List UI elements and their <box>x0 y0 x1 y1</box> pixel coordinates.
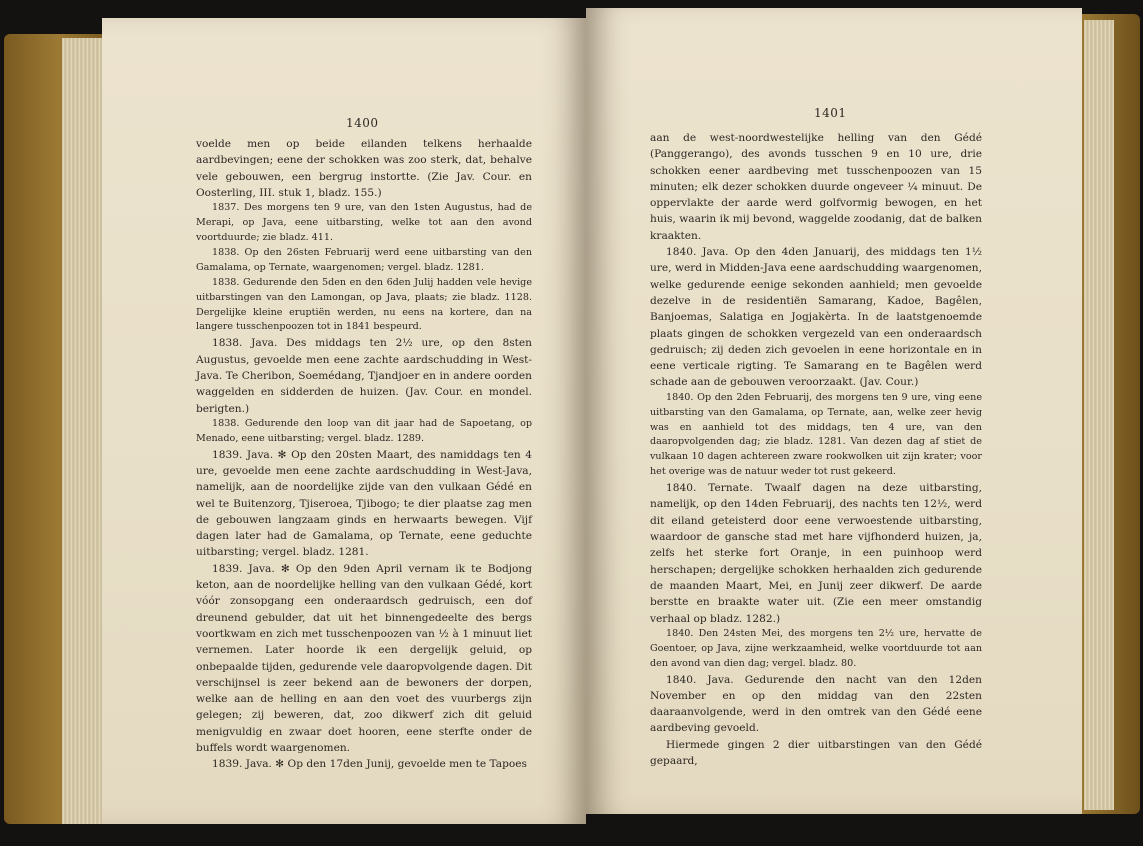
left-page-edges <box>62 38 106 824</box>
paragraph: 1839. Java. ✻ Op den 17den Junij, gevoelde men te Tapoes <box>212 758 527 771</box>
left-page-text <box>196 136 532 773</box>
right-page-text <box>650 130 982 769</box>
paragraph: 1840. Op den 2den Februarij, des morgens ten 9 ure, ving eene uitbarsting van den Gamalama, op Ternate, aan, welke zeer hevig was en aanhield tot des middags, ten 4 ure, van den daaropvolgenden dag; zie bladz. 1281. Van dezen dag af stiet de vulkaan 10 dagen achtereen zware rookwolken uit zijn krater; voor het overige was de natuur weder tot rust gekeerd. <box>650 391 982 478</box>
paragraph: 1840. Den 24sten Mei, des morgens ten 2½ ure, hervatte de Goentoer, op Java, zijne werkzaamheid, welke voortduurde tot aan den avond van dien dag; vergel. bladz. 80. <box>650 627 982 669</box>
paragraph: aan de west-noordwestelijke helling van den Gédé (Panggerango), des avonds tusschen 9 en 10 ure, drie schokken eener aardbeving met tusschenpoozen van 15 minuten; elk dezer schokken duurde ongeveer ¼ minuut. De oppervlakte der aarde werd golfvormig bewogen, en het huis, waarin ik mij bevond, waggelde zoodanig, dat de balken kraakten. <box>650 132 982 242</box>
paragraph: 1838. Java. Des middags ten 2½ ure, op den 8sten Augustus, gevoelde men eene zachte aardschudding in West-Java. Te Cheribon, Soemédang, Tjandjoer en in andere oorden waggelden en sidderden de huizen. (Jav. Cour. en mondel. berigten.) <box>196 337 532 415</box>
paragraph: 1839. Java. ✻ Op den 20sten Maart, des namiddags ten 4 ure, gevoelde men eene zachte aardschudding in West-Java, namelijk, aan de noordelijke zijde van den vulkaan Gédé en wel te Buitenzorg, Tjiseroea, Tjibogo; te dier plaatse zag men de gebouwen langzaam ginds en herwaarts bewegen. Vijf dagen later had de Gamalama, op Ternate, eene geduchte uitbarsting; vergel. bladz. 1281. <box>196 448 532 559</box>
paragraph: Hiermede gingen 2 dier uitbarstingen van den Gédé gepaard, <box>650 738 982 768</box>
paragraph: 1837. Des morgens ten 9 ure, van den 1sten Augustus, had de Merapi, op Java, eene uitbarsting, welke tot aan den avond voortduurde; zie bladz. 411. <box>196 202 532 243</box>
paragraph: voelde men op beide eilanden telkens herhaalde aardbevingen; eene der schokken was zoo sterk, dat, behalve vele gebouwen, een bergrug instortte. (Zie Jav. Cour. en Oosterling, III. stuk 1, bladz. 155.) <box>196 138 532 199</box>
right-page-edges <box>1084 20 1114 810</box>
paragraph: 1840. Ternate. Twaalf dagen na deze uitbarsting, namelijk, op den 14den Februarij, des nachts ten 12½, werd dit eiland geteisterd door eene verwoestende uitbarsting, waardoor de gansche stad met hare vijfhonderd huizen, ja, zelfs het sterke fort Oranje, in een puinhoop werd herschapen; dergelijke schokken herhaalden zich gedurende de maanden Maart, Mei, en Junij zeer dikwerf. De aarde berstte en braakte water uit. (Zie een meer omstandig verhaal op bladz. 1282.) <box>650 482 982 625</box>
paragraph: 1840. Java. Op den 4den Januarij, des middags ten 1½ ure, werd in Midden-Java eene aardschudding waargenomen, welke gedurende eenige sekonden aanhield; men gevoelde dezelve in de residentiën Samarang, Kadoe, Bagêlen, Banjoemas, Salatiga en Jogjakèrta. In de laatstgenoemde plaats gingen de schokken vergezeld van een onderaardsch gedruisch; zij deden zich gevoelen in eene horizontale en in eene verticale rigting. Te Samarang en te Bagêlen werd schade aan de gebouwen veroorzaakt. (Jav. Cour.) <box>650 246 982 389</box>
paragraph: 1838. Gedurende den 5den en den 6den Julij hadden vele hevige uitbarstingen van den Lamongan, op Java, plaats; zie bladz. 1128. Dergelijke kleine eruptiën werden, nu eens na kortere, dan na langere tusschenpoozen tot in 1841 bespeurd. <box>196 276 532 333</box>
left-page-number: 1400 <box>346 116 379 130</box>
paragraph: 1838. Gedurende den loop van dit jaar had de Sapoetang, op Menado, eene uitbarsting; vergel. bladz. 1289. <box>196 417 532 444</box>
paragraph: 1838. Op den 26sten Februarij werd eene uitbarsting van den Gamalama, op Ternate, waargenomen; vergel. bladz. 1281. <box>196 246 532 273</box>
paragraph: 1840. Java. Gedurende den nacht van den 12den November en op den middag van den 22sten daaraanvolgende, werd in den omtrek van den Gédé eene aardbeving gevoeld. <box>650 673 982 735</box>
paragraph: 1839. Java. ✻ Op den 9den April vernam ik te Bodjong keton, aan de noordelijke helling van den vulkaan Gédé, kort vóór zonsopgang een onderaardsch gedruisch, een dof dreunend gebulder, dat uit het binnengedeelte des bergs voortkwam en zich met tusschenpoozen van ½ à 1 minuut liet vernemen. Later hoorde ik een dergelijk geluid, op onbepaalde tijden, gedurende vele daaropvolgende dagen. Dit verschijnsel is zeer bekend aan de bewoners der dorpen, welke aan de helling en aan den voet des vuurbergs zijn gelegen; zij beweren, dat, zoo dikwerf zich dit geluid menigvuldig en zwaar doet hooren, eene sterfte onder de buffels wordt waargenomen. <box>196 562 532 754</box>
right-page <box>586 8 1082 814</box>
left-page <box>102 18 586 824</box>
right-page-number: 1401 <box>814 106 847 120</box>
